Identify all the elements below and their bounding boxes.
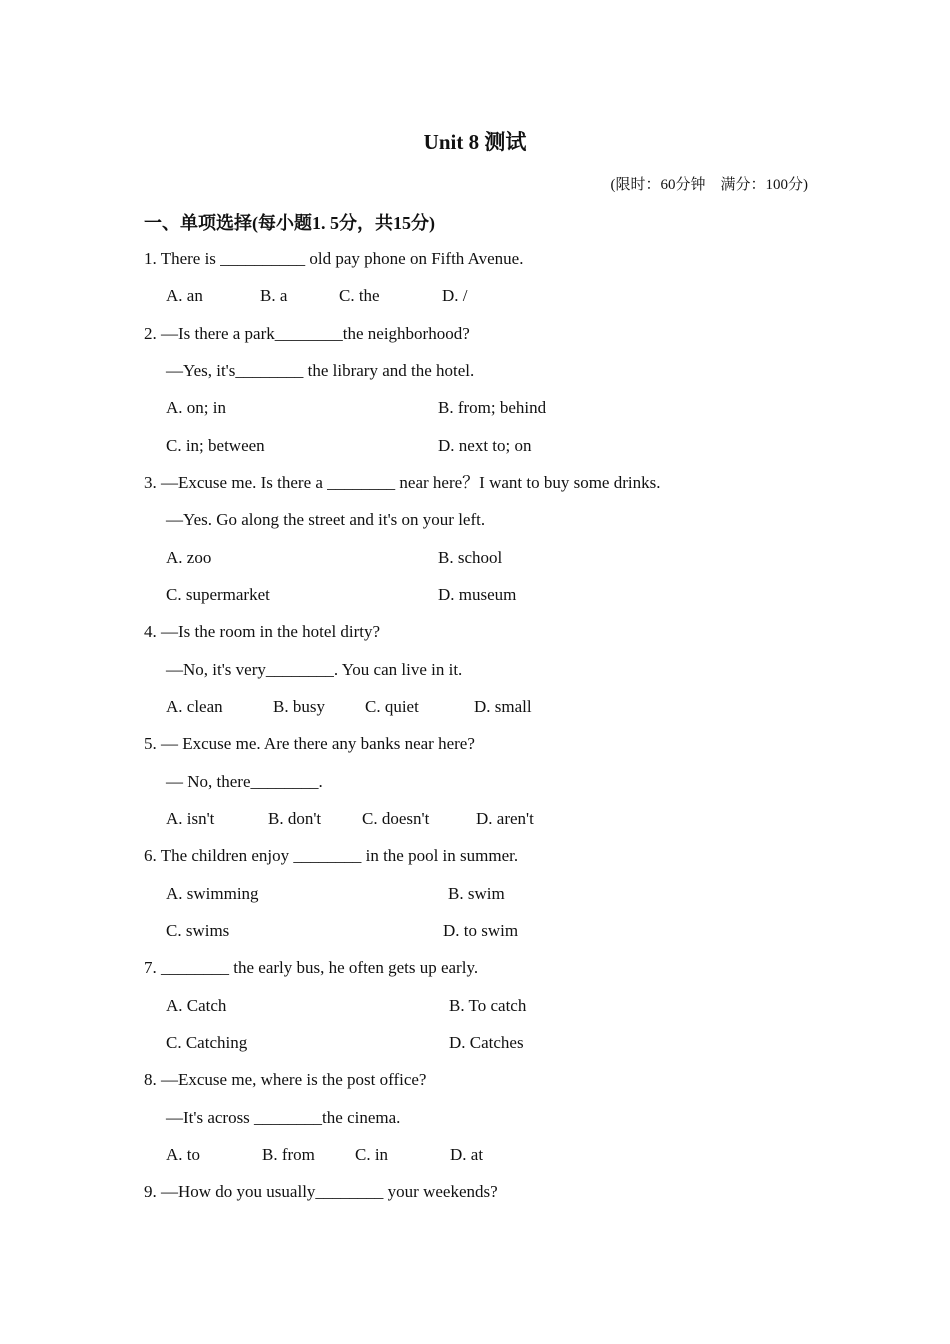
question-1-option-c: C. the — [339, 286, 380, 305]
time-and-score-note: (限时：60分钟 满分：100分) — [610, 177, 808, 193]
question-9-stem: 9. —How do you usually________ your weekends? — [144, 1182, 498, 1201]
question-8-option-b: B. from — [262, 1145, 315, 1164]
question-4-reply: —No, it's very________. You can live in it. — [166, 660, 463, 679]
question-1-stem: 1. There is __________ old pay phone on Fifth Avenue. — [144, 249, 524, 268]
question-7-option-a: A. Catch — [166, 996, 227, 1015]
question-2-reply: —Yes, it's________ the library and the hotel. — [166, 361, 475, 380]
question-8-stem: 8. —Excuse me, where is the post office? — [144, 1070, 427, 1089]
question-4-option-d: D. small — [474, 697, 532, 716]
question-4-stem: 4. —Is the room in the hotel dirty? — [144, 622, 381, 641]
question-5-option-c: C. doesn't — [362, 809, 430, 828]
question-5-stem: 5. — Excuse me. Are there any banks near here? — [144, 734, 475, 753]
question-8-option-c: C. in — [355, 1145, 389, 1164]
question-7-stem: 7. ________ the early bus, he often gets up early. — [144, 958, 479, 977]
question-6-option-b: B. swim — [448, 884, 505, 903]
question-2-option-c: C. in; between — [166, 436, 265, 455]
question-2-stem: 2. —Is there a park________the neighborhood? — [144, 324, 470, 343]
question-2-option-a: A. on; in — [166, 398, 226, 417]
question-2-option-d: D. next to; on — [438, 436, 532, 455]
section-heading: 一、单项选择(每小题1. 5分，共15分) — [144, 213, 435, 233]
question-5-reply: — No, there________. — [166, 772, 323, 791]
question-7-option-d: D. Catches — [449, 1033, 524, 1052]
question-6-option-a: A. swimming — [166, 884, 259, 903]
question-3-stem: 3. —Excuse me. Is there a ________ near here？I want to buy some drinks. — [144, 473, 661, 492]
question-7-option-c: C. Catching — [166, 1033, 248, 1052]
question-3-option-c: C. supermarket — [166, 585, 270, 604]
question-8-reply: —It's across ________the cinema. — [166, 1108, 401, 1127]
question-3-option-d: D. museum — [438, 585, 517, 604]
question-5-option-d: D. aren't — [476, 809, 534, 828]
question-6-option-c: C. swims — [166, 921, 230, 940]
question-2-option-b: B. from; behind — [438, 398, 547, 417]
question-5-option-b: B. don't — [268, 809, 322, 828]
question-7-option-b: B. To catch — [449, 996, 527, 1015]
question-6-stem: 6. The children enjoy ________ in the pool in summer. — [144, 846, 519, 865]
question-3-option-b: B. school — [438, 548, 503, 567]
question-3-reply: —Yes. Go along the street and it's on your left. — [166, 510, 486, 529]
question-1-option-a: A. an — [166, 286, 203, 305]
question-8-option-a: A. to — [166, 1145, 200, 1164]
question-1-option-b: B. a — [260, 286, 288, 305]
question-4-option-c: C. quiet — [365, 697, 419, 716]
question-4-option-a: A. clean — [166, 697, 223, 716]
question-4-option-b: B. busy — [273, 697, 325, 716]
question-8-option-d: D. at — [450, 1145, 484, 1164]
document-title: Unit 8 测试 — [423, 130, 527, 154]
question-6-option-d: D. to swim — [443, 921, 519, 940]
question-5-option-a: A. isn't — [166, 809, 215, 828]
question-3-option-a: A. zoo — [166, 548, 212, 567]
question-1-option-d: D. / — [442, 286, 468, 305]
